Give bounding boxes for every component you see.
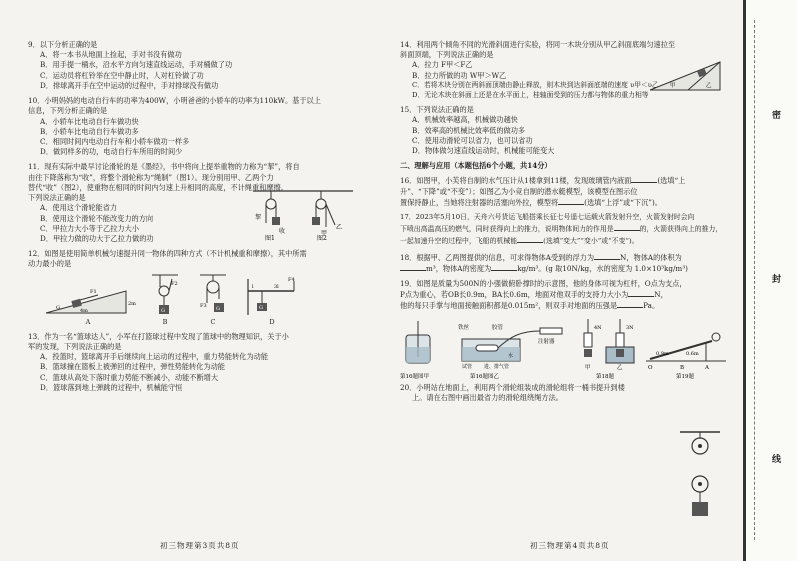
answer-blank[interactable] xyxy=(558,197,584,205)
option-d: D．无论木块在斜面上还是在水平面上，桂轴面受到的压力都与物体的重力相等 xyxy=(412,90,649,99)
caption-19: 第19题 xyxy=(676,373,694,380)
question-text: N， xyxy=(654,290,668,300)
question-stem: 15．下列说法正确的是 xyxy=(400,105,474,115)
question-text: 18．根据甲、乙两图提供的信息，可求得物体A受到的浮力为 xyxy=(400,252,595,262)
question-text: 的，火箭获得向上的推力， xyxy=(639,224,723,233)
question-stem: 12．如图是使用简单机械匀速提升同一物体的四种方式（不计机械重和摩擦），其中所需 xyxy=(28,249,307,259)
label-jia: 甲 xyxy=(670,83,676,89)
question-13 xyxy=(28,332,378,393)
label-4n: 4N xyxy=(594,324,602,331)
question-stem: 斜面顶端，下列说法正确的是 xyxy=(400,50,494,60)
question-text: 20．小明站在地面上，利用两个滑轮组装成的滑轮组将一桶书提升到楼 xyxy=(400,382,625,392)
option-a: A．投篮时，篮球离开手后继续向上运动的过程中，重力势能转化为动能 xyxy=(40,352,269,362)
seal-char-feng: 封 xyxy=(772,275,782,285)
question-text: 17．2023年5月10日，天舟六号货运飞船搭乘长征七号遥七运载火箭发射升空，火箭发射时会向 xyxy=(400,213,695,222)
label-yi: 乙 xyxy=(706,83,712,89)
answer-blank[interactable] xyxy=(491,263,517,271)
question-text: 一起加速升空的过程中，飞船的机械能 xyxy=(400,236,518,245)
label-2m: 2m xyxy=(128,300,136,307)
question-stem: 下列说法正确的是 xyxy=(28,193,86,203)
option-b: B．篮球撞在篮板上被弹回的过程中，弹性势能转化为动能 xyxy=(40,362,225,372)
question-text: Pa。 xyxy=(643,301,660,311)
option-b: B．使用这个滑轮不能改变力的方向 xyxy=(40,213,154,223)
figure-letter: A xyxy=(85,317,91,326)
answer-blank[interactable] xyxy=(594,252,620,260)
label-b: B xyxy=(680,364,685,371)
caption-18: 第18题 xyxy=(596,373,614,380)
option-c: C．相同时间内电动自行车和小轿车做功一样多 xyxy=(40,136,190,146)
label-g: G xyxy=(259,304,263,311)
question-16 xyxy=(400,175,730,208)
option-a: A．拉力 F甲＜F乙 xyxy=(412,60,473,70)
label-g: G xyxy=(161,307,165,314)
answer-blank[interactable] xyxy=(631,175,657,183)
page-footer-left: 初三物理第3页共8页 xyxy=(160,541,240,550)
figures-row-16-19 xyxy=(400,317,730,379)
option-d: D．篮球落到地上弹跳的过程中，机械能守恒 xyxy=(40,382,183,392)
pulley-diagram-q20 xyxy=(680,430,720,530)
label-g: G xyxy=(216,305,220,312)
question-stem: 14．利用两个倾角不同的光滑斜面进行实验，将同一木块分别从甲乙斜面底端匀速拉至 xyxy=(400,40,676,49)
choice-hint: (选填“上 xyxy=(657,176,686,186)
figure-c xyxy=(196,273,230,327)
label-jinpaiqiguan: 进、排气管 xyxy=(484,363,510,370)
question-text: 19．如图是质量为500N的小强做俯卧撑时的示意图，他的身体可视为杠杆，O点为支点， xyxy=(400,278,687,288)
question-text: kg/m³。(g 取10N/kg，水的密度为 1.0×10³kg/m³) xyxy=(517,263,688,273)
label-yi: 乙 xyxy=(617,364,623,371)
question-text: 上。请在右图中画出最省力的滑轮组绕绳方法。 xyxy=(412,392,563,402)
question-stem: 11．现有实际中最早讨论滑轮的是《墨经》，书中将向上提举重物的力称为“挈”，将自 xyxy=(28,162,300,172)
option-c: C．使用动滑轮可以省力，也可以省功 xyxy=(412,135,533,145)
label-3l: 3l xyxy=(274,283,279,290)
label-l: l xyxy=(252,283,254,290)
figure-b xyxy=(148,273,182,327)
figure-letter: B xyxy=(162,317,168,326)
question-20 xyxy=(400,383,730,403)
label-jia: 甲 xyxy=(585,364,591,371)
option-d: D．做同样多的功，电动自行车所用的时间少 xyxy=(40,147,183,157)
seal-line xyxy=(754,20,755,540)
label-jiaoguan: 胶管 xyxy=(492,324,504,331)
option-d: D．物体做匀速直线运动时，机械能可能变大 xyxy=(412,146,555,156)
answer-blank[interactable] xyxy=(617,300,643,308)
seal-char-xian: 线 xyxy=(772,455,782,465)
page-footer-right: 初三物理第4页共8页 xyxy=(530,541,610,550)
label-o: O xyxy=(648,364,653,371)
question-text: 下喷出高温高压的燃气，同时获得向上的推力，说明物体间力的作用是 xyxy=(400,224,614,233)
option-d: D．排球离开手在空中运动的过程中，手对排球没有做功 xyxy=(40,80,219,90)
figure-a xyxy=(42,281,134,327)
answer-blank[interactable] xyxy=(614,223,640,231)
option-a: A．小轿车比电动自行车做功快 xyxy=(40,116,139,126)
answer-blank[interactable] xyxy=(628,289,654,297)
question-stem: 由往下降落称为“收”，将整个滑轮称为“绳制”（图1）。现分别用甲、乙两个力 xyxy=(28,172,274,182)
question-text: m³，物体A的密度为 xyxy=(426,263,492,273)
question-stem: 13．作为一名“篮球达人”，小军在打篮球过程中发现了篮球中的物理知识，关于小 xyxy=(28,331,289,341)
question-17 xyxy=(400,213,730,246)
label-f1: F1 xyxy=(90,288,97,295)
question-19 xyxy=(400,279,730,312)
section-heading: 二、理解与应用（本题包括6个小题，共14分） xyxy=(400,161,552,171)
question-stem: 军的发现，下列说法正确的是 xyxy=(28,342,122,352)
figure-letter: D xyxy=(269,317,275,326)
label-shiguan: 试管 xyxy=(462,363,473,370)
option-c: C．甲拉力大小等于乙拉力大小 xyxy=(40,223,139,233)
label-tiesi: 铁丝 xyxy=(458,324,470,331)
option-c: C．若将木块分别在两斜面顶端由静止释放，则木块到达斜面底端的速度 υ甲＜υ乙 xyxy=(412,80,659,89)
label-3n: 3N xyxy=(626,324,634,331)
label-qie: 挈 xyxy=(255,214,262,222)
option-a: A．使用这个滑轮能省力 xyxy=(40,203,118,213)
question-10 xyxy=(28,96,378,157)
machine-figures xyxy=(42,273,378,327)
option-d: D．甲拉力做的功大于乙拉力做的功 xyxy=(40,233,154,243)
label-4m: 4m xyxy=(80,307,88,314)
question-stem: 动力最小的是 xyxy=(28,259,72,269)
incline-figure xyxy=(648,54,730,94)
option-b: B．用手提一桶水，沿水平方向匀速直线运动，手对桶做了功 xyxy=(40,60,233,70)
question-text: 16．如图甲，小芙将自制的水气压计从1楼拿到11楼，发现玻璃管内液面 xyxy=(400,176,632,186)
option-a: A．机械效率越高，机械做功越快 xyxy=(412,115,518,125)
label-f3: F3 xyxy=(200,302,207,309)
label-jia: 甲 xyxy=(321,230,328,238)
caption-16-yi: 第16题图乙 xyxy=(470,373,499,380)
question-12 xyxy=(28,249,378,327)
question-14 xyxy=(400,40,730,100)
question-text: P点为重心，若OB长0.9m，BA长0.6m，地面对他双手的支持力大小为 xyxy=(400,290,629,300)
question-text: 升”、“下降”或“不变”）；如图乙为小竞自制的潜水艇模型，该模型在图示位 xyxy=(400,186,638,196)
label-f4: F4 xyxy=(288,276,295,283)
label-shou: 收 xyxy=(279,228,286,236)
question-18 xyxy=(400,252,730,274)
question-stem: 信息，下列分析正确的是 xyxy=(28,106,108,116)
binding-strip xyxy=(743,0,797,561)
answer-blank[interactable] xyxy=(400,263,426,271)
label-shui: 水 xyxy=(508,352,514,359)
label-09m: 0.9m xyxy=(656,350,669,357)
option-a: A．将一本书从地面上捡起，手对书没有做功 xyxy=(40,50,182,60)
question-15 xyxy=(400,105,730,156)
option-b: B．效率高的机械比效率低的做功多 xyxy=(412,125,526,135)
question-9 xyxy=(28,40,378,91)
caption-16-jia: 第16题图甲 xyxy=(400,373,429,380)
question-stem: 10．小明妈妈的电动自行车的功率为400W，小明爸爸的小轿车的功率为110kW。基于以上 xyxy=(28,96,321,106)
label-zhusheqi: 注射器 xyxy=(538,338,555,345)
caption-fig2: 图2 xyxy=(317,235,327,243)
question-11 xyxy=(28,162,378,244)
question-stem: 9．以下分析正确的是 xyxy=(28,40,98,49)
label-g: G xyxy=(56,304,60,311)
label-a: A xyxy=(705,364,709,371)
option-c: C．运动员将杠铃举在空中静止时，人对杠铃做了功 xyxy=(40,70,204,80)
figure-d xyxy=(244,277,300,327)
question-text: N，物体A的体积为 xyxy=(620,252,682,262)
seal-char-mi: 密 xyxy=(772,111,782,121)
caption-fig1: 图1 xyxy=(265,235,275,243)
left-page-column xyxy=(28,40,378,398)
question-stem: 替代“收”（图2），使重物在相同的时间内匀速上升相同的高度，不计绳重和摩擦。 xyxy=(28,182,288,192)
question-text: 置保持静止，当她将注射器的活塞向外拉，模型将 xyxy=(400,197,559,207)
choice-hint: (选填“上浮”或“下沉”)。 xyxy=(584,197,662,207)
figure-letter: C xyxy=(210,317,216,326)
label-yi: 乙 xyxy=(336,224,343,232)
answer-blank[interactable] xyxy=(517,235,543,243)
right-page-column xyxy=(400,40,730,408)
option-c: C．篮球从高处下落时重力势能不断减小，动能不断增大 xyxy=(40,372,219,382)
question-text: 他的每只手掌与地面接触面积都是0.015m²，则双手对地面的压强是 xyxy=(400,301,618,311)
label-06m: 0.6m xyxy=(686,350,699,357)
label-f2: F2 xyxy=(171,280,178,287)
pulley-figure xyxy=(243,189,363,241)
option-b: B．拉力所做的功 W甲＞W乙 xyxy=(412,70,507,80)
option-b: B．小轿车比电动自行车做功多 xyxy=(40,126,139,136)
choice-hint: (选填“变大”“变小”或“不变”)。 xyxy=(543,236,639,245)
